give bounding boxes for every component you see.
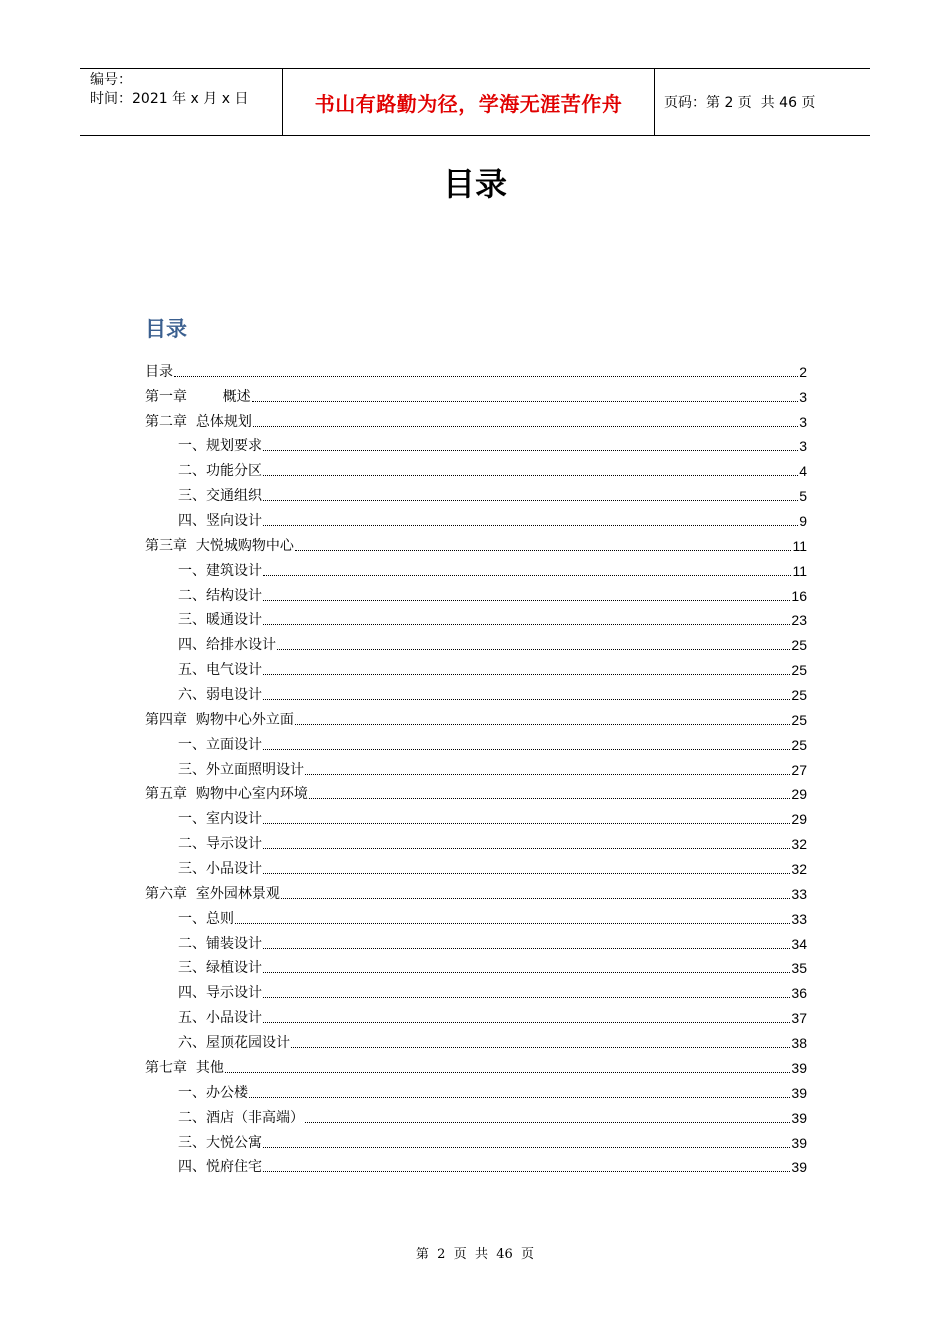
- header-page-cell: [655, 69, 870, 135]
- toc-entry-page: 35: [791, 960, 807, 977]
- toc-entry[interactable]: [145, 878, 807, 903]
- toc-entry-title: 一、总则: [178, 910, 234, 927]
- toc-entry-page: 11: [792, 537, 807, 554]
- toc-entry-page: 37: [791, 1010, 807, 1027]
- toc-entry[interactable]: [145, 903, 807, 928]
- toc-dot-leader: [277, 649, 790, 650]
- toc-entry[interactable]: [145, 1077, 807, 1102]
- toc-entry-page: 39: [791, 1159, 807, 1176]
- page-footer: 第 2 页 共 46 页: [415, 1247, 535, 1262]
- toc-entry-title: 二、导示设计: [178, 836, 262, 853]
- toc-entry-title: 六、屋顶花园设计: [178, 1035, 290, 1052]
- toc-entry-title: 四、给排水设计: [178, 637, 276, 654]
- toc-dot-leader: [263, 575, 791, 576]
- toc-dot-leader: [253, 426, 798, 427]
- toc-dot-leader: [263, 848, 790, 849]
- toc-entry-page: 9: [799, 513, 807, 530]
- toc-entry[interactable]: [145, 977, 807, 1002]
- toc-dot-leader: [263, 1147, 790, 1148]
- toc-entry-title: 三、大悦公寓: [178, 1134, 262, 1151]
- toc-entry-title: 一、立面设计: [178, 736, 262, 753]
- toc-entry-title: 二、铺装设计: [178, 935, 262, 952]
- toc-dot-leader: [263, 749, 790, 750]
- toc-entry-page: 32: [791, 836, 807, 853]
- toc-entry-title: 三、小品设计: [178, 861, 262, 878]
- toc-entry[interactable]: [145, 555, 807, 580]
- toc-entry[interactable]: [145, 754, 807, 779]
- toc-dot-leader: [263, 674, 790, 675]
- toc-entry-page: 16: [791, 587, 807, 604]
- toc-entry-page: 25: [791, 736, 807, 753]
- toc-entry-page: 25: [791, 711, 807, 728]
- toc-entry[interactable]: [145, 480, 807, 505]
- toc-entry[interactable]: [145, 1052, 807, 1077]
- toc-entry-title: 二、结构设计: [178, 587, 262, 604]
- toc-entry[interactable]: [145, 1102, 807, 1127]
- header-meta-cell: [80, 69, 282, 135]
- toc-dot-leader: [252, 401, 799, 402]
- toc-dot-leader: [263, 972, 790, 973]
- toc-entry-page: 11: [792, 562, 807, 579]
- toc-entry-page: 23: [791, 612, 807, 629]
- toc-entry[interactable]: [145, 1152, 807, 1177]
- toc-entry[interactable]: [145, 455, 807, 480]
- page-title: 目录: [442, 165, 507, 203]
- toc-entry-title: 五、电气设计: [178, 662, 262, 679]
- toc-entry-title: 二、酒店（非高端）: [178, 1109, 304, 1126]
- toc-entry[interactable]: [145, 803, 807, 828]
- toc-dot-leader: [281, 898, 791, 899]
- toc-entry[interactable]: [145, 406, 807, 431]
- toc-entry-page: 32: [791, 861, 807, 878]
- toc-entry[interactable]: [145, 654, 807, 679]
- toc-entry[interactable]: [145, 1002, 807, 1027]
- toc-entry-page: 33: [791, 910, 807, 927]
- toc-entry-page: 34: [791, 935, 807, 952]
- toc-entry-title: 六、弱电设计: [178, 687, 262, 704]
- header-motto: 书山有路勤为径，学海无涯苦作舟: [314, 92, 623, 116]
- toc-dot-leader: [263, 699, 790, 700]
- toc-entry[interactable]: [145, 580, 807, 605]
- toc-entry-page: 25: [791, 662, 807, 679]
- toc-entry[interactable]: [145, 381, 807, 406]
- toc-entry[interactable]: [145, 928, 807, 953]
- toc-entry-page: 3: [799, 438, 807, 455]
- table-of-contents: [145, 356, 807, 1176]
- toc-entry[interactable]: [145, 953, 807, 978]
- toc-entry[interactable]: [145, 530, 807, 555]
- toc-dot-leader: [263, 948, 790, 949]
- toc-entry[interactable]: [145, 729, 807, 754]
- toc-entry-title: 第一章 概述: [145, 388, 251, 405]
- toc-entry-page: 3: [799, 413, 807, 430]
- toc-dot-leader: [263, 475, 798, 476]
- toc-entry-title: 四、竖向设计: [178, 513, 262, 530]
- toc-entry[interactable]: [145, 356, 807, 381]
- toc-entry-page: 39: [791, 1059, 807, 1076]
- toc-entry-title: 第五章 购物中心室内环境: [145, 786, 308, 803]
- toc-entry-page: 38: [791, 1035, 807, 1052]
- toc-dot-leader: [263, 624, 790, 625]
- toc-entry-title: 四、导示设计: [178, 985, 262, 1002]
- toc-dot-leader: [225, 1072, 791, 1073]
- toc-heading: 目录: [145, 317, 187, 341]
- document-number-label: 编号：: [90, 72, 132, 88]
- toc-entry[interactable]: [145, 679, 807, 704]
- toc-entry-title: 第七章 其他: [145, 1059, 224, 1076]
- toc-entry-title: 三、暖通设计: [178, 612, 262, 629]
- toc-entry-title: 目录: [145, 363, 173, 380]
- toc-entry-title: 四、悦府住宅: [178, 1159, 262, 1176]
- toc-dot-leader: [174, 376, 798, 377]
- toc-entry-title: 第六章 室外园林景观: [145, 885, 280, 902]
- toc-entry-page: 33: [791, 885, 807, 902]
- header-page-info: 页码：第 2 页 共 46 页: [664, 95, 816, 111]
- toc-entry-title: 一、室内设计: [178, 811, 262, 828]
- toc-dot-leader: [305, 1122, 790, 1123]
- toc-entry-title: 五、小品设计: [178, 1010, 262, 1027]
- toc-entry-page: 39: [791, 1134, 807, 1151]
- toc-dot-leader: [295, 550, 792, 551]
- toc-dot-leader: [263, 997, 790, 998]
- toc-dot-leader: [291, 1047, 790, 1048]
- toc-entry-title: 一、建筑设计: [178, 562, 262, 579]
- toc-entry-title: 一、规划要求: [178, 438, 262, 455]
- toc-entry-title: 三、绿植设计: [178, 960, 262, 977]
- toc-entry-page: 5: [799, 488, 807, 505]
- toc-entry-title: 二、功能分区: [178, 463, 262, 480]
- toc-entry-page: 27: [791, 761, 807, 778]
- toc-dot-leader: [263, 600, 790, 601]
- toc-entry[interactable]: [145, 779, 807, 804]
- toc-entry[interactable]: [145, 704, 807, 729]
- toc-entry-title: 第三章 大悦城购物中心: [145, 537, 294, 554]
- toc-entry-page: 2: [799, 363, 807, 380]
- toc-entry[interactable]: [145, 431, 807, 456]
- toc-entry-title: 三、交通组织: [178, 488, 262, 505]
- toc-dot-leader: [263, 1171, 790, 1172]
- toc-entry-page: 4: [799, 463, 807, 480]
- toc-dot-leader: [249, 1097, 790, 1098]
- toc-entry-page: 39: [791, 1109, 807, 1126]
- toc-entry-page: 25: [791, 687, 807, 704]
- header-motto-cell: [282, 69, 655, 135]
- toc-entry-title: 第二章 总体规划: [145, 413, 252, 430]
- toc-entry[interactable]: [145, 853, 807, 878]
- toc-dot-leader: [263, 1022, 790, 1023]
- toc-entry-page: 29: [791, 786, 807, 803]
- toc-entry[interactable]: [145, 605, 807, 630]
- toc-dot-leader: [263, 450, 798, 451]
- toc-entry-page: 39: [791, 1084, 807, 1101]
- toc-entry-page: 25: [791, 637, 807, 654]
- toc-entry[interactable]: [145, 828, 807, 853]
- document-time-label: 时间：2021 年 x 月 x 日: [90, 91, 249, 107]
- toc-entry-title: 三、外立面照明设计: [178, 761, 304, 778]
- toc-entry-title: 第四章 购物中心外立面: [145, 711, 294, 728]
- toc-entry[interactable]: [145, 505, 807, 530]
- toc-entry[interactable]: [145, 1027, 807, 1052]
- toc-dot-leader: [263, 823, 790, 824]
- toc-entry-page: 3: [799, 388, 807, 405]
- toc-dot-leader: [295, 724, 791, 725]
- toc-dot-leader: [263, 873, 790, 874]
- toc-dot-leader: [235, 923, 790, 924]
- toc-entry-title: 一、办公楼: [178, 1084, 248, 1101]
- toc-entry[interactable]: [145, 629, 807, 654]
- toc-dot-leader: [305, 774, 790, 775]
- toc-dot-leader: [309, 798, 791, 799]
- toc-dot-leader: [263, 500, 798, 501]
- toc-entry-page: 29: [791, 811, 807, 828]
- toc-dot-leader: [263, 525, 798, 526]
- toc-entry-page: 36: [791, 985, 807, 1002]
- toc-entry[interactable]: [145, 1127, 807, 1152]
- page-header: [80, 68, 870, 136]
